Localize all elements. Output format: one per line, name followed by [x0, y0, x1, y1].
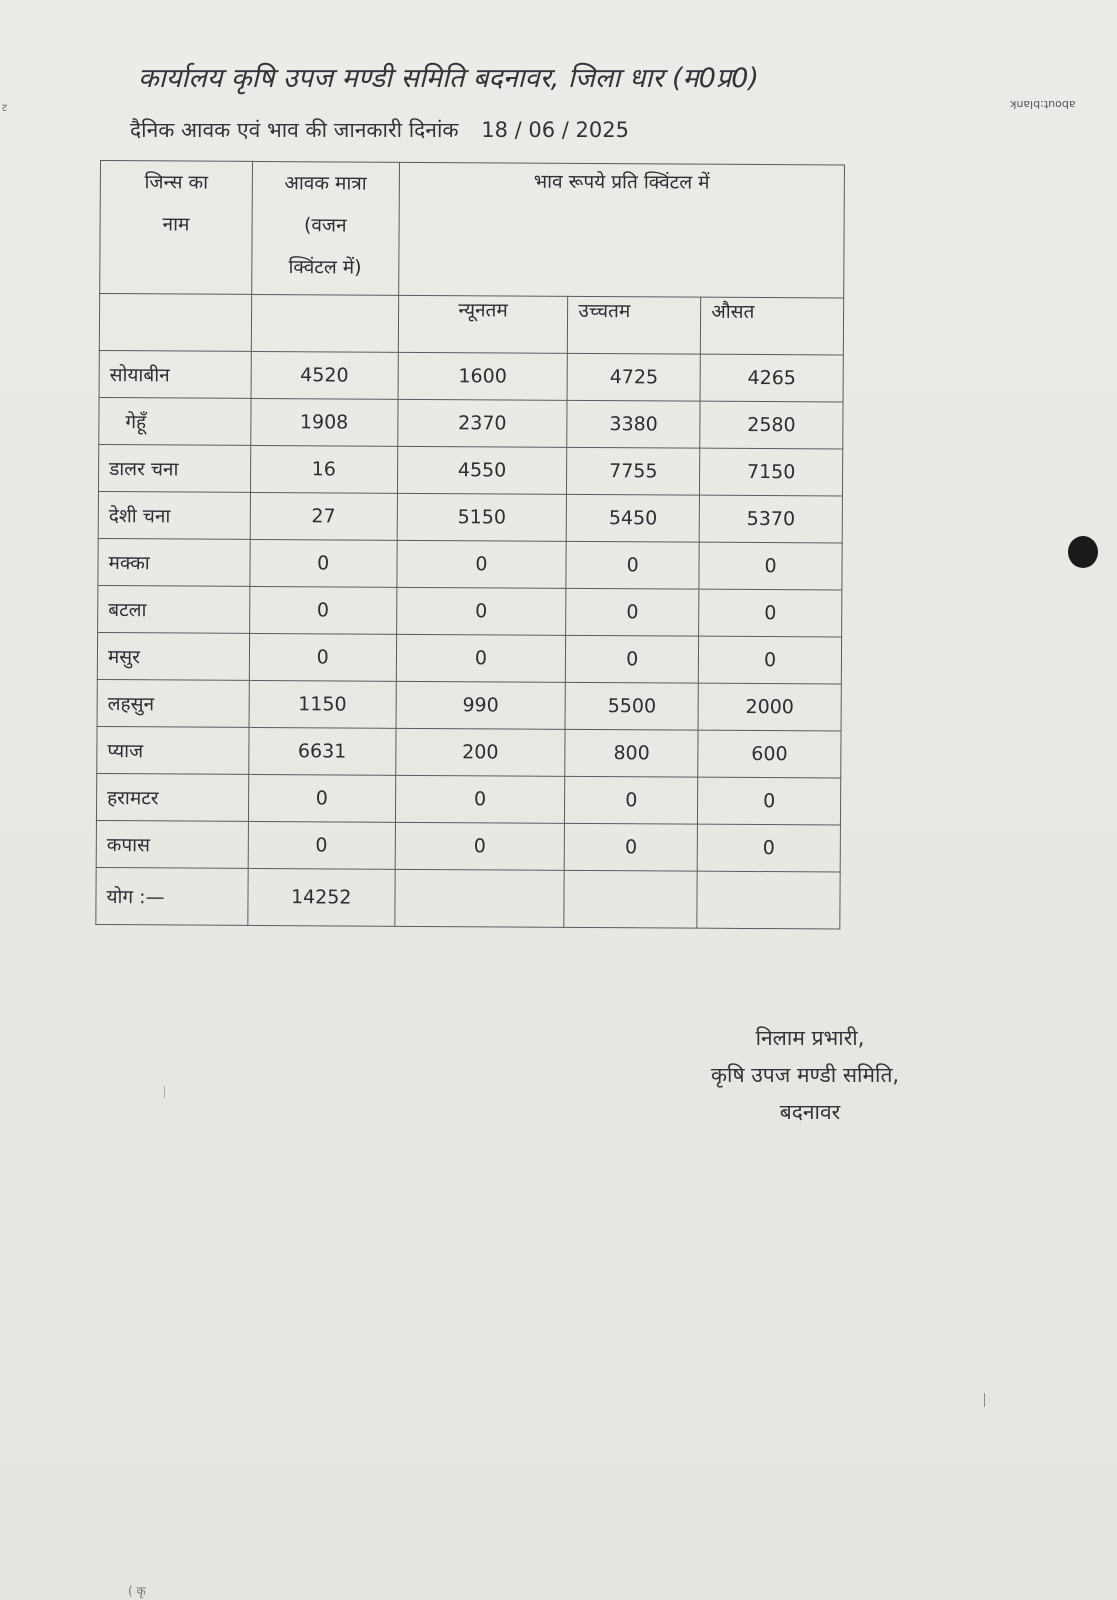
arrival-qty: 6631	[249, 727, 396, 775]
table-row	[98, 491, 842, 543]
total-empty-max	[564, 870, 697, 928]
crop-name: डालर चना	[98, 444, 250, 492]
min-price: 0	[395, 822, 565, 870]
report-subtitle	[130, 116, 629, 144]
min-price: 990	[396, 681, 566, 729]
max-price: 0	[564, 823, 697, 871]
header-row	[100, 161, 845, 299]
subheader-empty-qty	[251, 294, 398, 352]
arrival-qty-header-line1: आवक मात्रा	[284, 172, 367, 195]
stray-mark	[164, 1086, 165, 1098]
arrival-qty-header-line2: (वजन	[303, 214, 347, 237]
max-price: 5450	[567, 494, 700, 542]
arrival-qty: 0	[248, 774, 395, 822]
crop-name-header-line1: जिन्स का	[144, 171, 209, 194]
max-price: 0	[566, 588, 699, 636]
max-price: 800	[565, 729, 698, 777]
crop-name-header-line2: नाम	[162, 213, 190, 236]
arrival-qty: 0	[250, 539, 397, 587]
avg-price: 7150	[700, 448, 843, 496]
total-empty-avg	[697, 871, 840, 929]
total-qty: 14252	[248, 868, 395, 926]
min-price: 4550	[397, 446, 567, 494]
max-price: 0	[566, 541, 699, 589]
arrival-qty: 16	[250, 445, 397, 493]
max-price: 7755	[567, 447, 700, 495]
office-title: कार्यालय कृषि उपज मण्डी समिति बदनावर, जिला धार (म0प्र0)	[138, 63, 759, 94]
avg-price: 4265	[700, 354, 843, 402]
table-row	[96, 773, 840, 825]
avg-price-header: औसत	[700, 297, 843, 355]
table-row	[99, 397, 843, 449]
signature-block	[660, 1020, 960, 1131]
max-price-header: उच्चतम	[568, 296, 701, 354]
avg-price: 0	[698, 777, 841, 825]
arrival-qty: 0	[248, 821, 395, 869]
table-row	[96, 820, 840, 872]
max-price: 3380	[567, 400, 700, 448]
max-price: 0	[566, 635, 699, 683]
avg-price: 5370	[699, 495, 842, 543]
min-price: 1600	[398, 352, 568, 400]
signature-line2: कृषि उपज मण्डी समिति,	[710, 1063, 900, 1087]
crop-name-header	[100, 161, 253, 295]
min-price: 2370	[397, 399, 567, 447]
crop-name: गेहूँ	[99, 397, 251, 445]
table-row	[98, 444, 842, 496]
avg-price: 2000	[698, 683, 841, 731]
min-price: 0	[396, 634, 566, 682]
total-label: योग :—	[96, 867, 248, 925]
total-row	[96, 867, 840, 929]
arrival-qty-header	[251, 161, 399, 295]
arrival-qty: 27	[250, 492, 397, 540]
min-price: 0	[397, 540, 567, 588]
min-price: 5150	[397, 493, 567, 541]
avg-price: 2580	[700, 401, 843, 449]
arrival-price-table	[95, 160, 845, 930]
max-price: 0	[565, 776, 698, 824]
margin-mark: ट	[2, 103, 8, 114]
price-header: भाव रूपये प्रति क्विंटल में	[398, 162, 844, 298]
crop-name: हरामटर	[96, 773, 248, 821]
avg-price: 0	[698, 636, 841, 684]
punch-hole	[1068, 536, 1098, 568]
max-price: 5500	[565, 682, 698, 730]
arrival-qty: 4520	[251, 351, 398, 399]
bottom-edge-mark: ( कृ	[128, 1584, 146, 1598]
arrival-qty: 1908	[251, 398, 398, 446]
table-row	[99, 350, 843, 402]
crop-name: मसुर	[97, 632, 249, 680]
total-empty-min	[394, 869, 564, 927]
table-row	[97, 726, 841, 778]
crop-name: बटला	[98, 585, 250, 633]
browser-footer-text: about:blank	[1010, 98, 1076, 111]
table-row	[97, 632, 841, 684]
table-row	[97, 679, 841, 731]
subheader-row	[99, 294, 843, 356]
crop-name: देशी चना	[98, 491, 250, 539]
crop-name: मक्का	[98, 538, 250, 586]
max-price: 4725	[567, 353, 700, 401]
stray-mark	[984, 1393, 985, 1407]
min-price: 0	[395, 775, 565, 823]
table-row	[98, 585, 842, 637]
arrival-qty-header-line3: क्विंटल में)	[288, 256, 362, 279]
crop-name: लहसुन	[97, 679, 249, 727]
min-price: 0	[396, 587, 566, 635]
crop-name: सोयाबीन	[99, 350, 251, 398]
signature-line1: निलाम प्रभारी,	[755, 1026, 865, 1050]
arrival-qty: 0	[249, 633, 396, 681]
signature-line3: बदनावर	[779, 1100, 841, 1124]
avg-price: 0	[699, 542, 842, 590]
min-price-header: न्यूनतम	[398, 295, 568, 353]
table-row	[98, 538, 842, 590]
crop-name: कपास	[96, 820, 248, 868]
min-price: 200	[395, 728, 565, 776]
avg-price: 0	[697, 824, 840, 872]
avg-price: 0	[699, 589, 842, 637]
subtitle-text: दैनिक आवक एवं भाव की जानकारी दिनांक	[130, 118, 459, 142]
crop-name: प्याज	[97, 726, 249, 774]
report-date: 18 / 06 / 2025	[481, 118, 629, 142]
subheader-empty-name	[99, 294, 251, 352]
arrival-qty: 0	[249, 586, 396, 634]
arrival-qty: 1150	[249, 680, 396, 728]
avg-price: 600	[698, 730, 841, 778]
